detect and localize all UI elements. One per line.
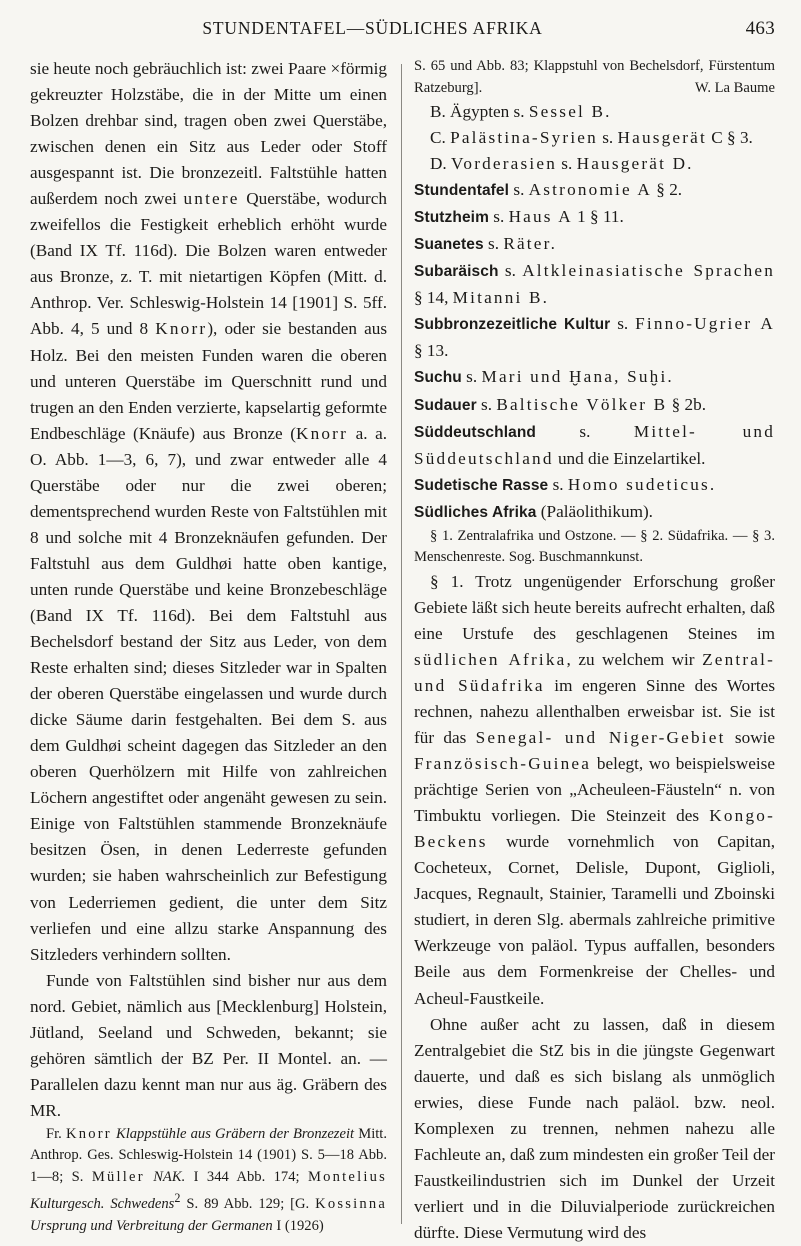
section-contents: § 1. Zentralafrika und Ostzone. — § 2. Südafrika. — § 3. Menschenreste. Sog. Buschmannkunst. bbox=[414, 527, 775, 566]
paragraph-section-1-cont: Ohne außer acht zu lassen, daß in diesem Zentralgebiet die StZ bis in die jüngste Gegenwart dauerte, und daß es sich bislang als unmöglich erwies, diese Funde nach paläol. bzw. neol. Komplexen zu trennen, nehmen nahezu alle Fachleute an, daß zum mindesten ein großer Teil der Faustkeilindustrien sich im Dunkel der Urzeit verliert und in die Diluvialperiode zurückreichen dürfte. Diese Vermutung wird des bbox=[414, 1014, 775, 1242]
column-divider bbox=[401, 64, 402, 1224]
entry-sudauer: Sudauer s. Baltische Völker B § 2b. bbox=[414, 394, 707, 414]
entry-sudetische-rasse: Sudetische Rasse s. Homo sudeticus. bbox=[414, 474, 717, 494]
paragraph-section-1: § 1. Trotz ungenügender Erforschung großer Gebiete läßt sich heute bereits aufrecht erhalten, daß eine Urstufe des geschlagenen Steines im südlichen Afrika, zu welchem wir Zentral- und Südafrika im engeren Sinne des Wortes rechnen, nahezu allenthalben erweisbar ist. Sie ist für das Senegal- und Niger-Gebiet sowie Französisch-Guinea belegt, wo beispielsweise prächtige Serien von „Acheuleen-Fäusteln“ n. von Timbuktu vorliegen. Die Steinzeit des Kongo-Beckens wurde vornehmlich von Capitan, Cocheteux, Cornet, Delisle, Dupont, Giglioli, Jacques, Regnault, Stainier, Taramelli und Zboinski studiert, in deren Slg. abermals zahlreiche primitive Werkzeuge von paläol. Typus auffallen, besonders Beile aus dem Formenkreise der Chelles- und Acheul-Faustkeile. bbox=[414, 571, 776, 1008]
entry-suchu: Suchu s. Mari und Ḫana, Suḫi. bbox=[414, 367, 674, 387]
entry-aegypten: B. Ägypten s. Sessel B. bbox=[430, 102, 612, 121]
left-column bbox=[30, 56, 387, 1237]
entry-sueddeutschland: Süddeutschland s. Mittel- und Süddeutschland und die Einzelartikel. bbox=[414, 421, 775, 468]
entry-suanetes: Suanetes s. Räter. bbox=[414, 234, 558, 254]
entry-subaraeisch: Subaräisch s. Altkleinasiatische Sprachen § 14, Mitanni B. bbox=[414, 261, 775, 308]
running-title: STUNDENTAFEL—SÜDLICHES AFRIKA bbox=[202, 18, 543, 38]
page-number: 463 bbox=[745, 18, 775, 39]
paragraph-faltstuhl-construction: sie heute noch gebräuchlich ist: zwei Paare ×förmig gekreuzter Holzstäbe, die in der Mitte um einen Bolzen drehbar sind, tragen oben zwei Querstäbe, zwischen denen ein Sitz aus Leder oder Stoff ausgespannt ist. Die bronzezeitl. Faltstühle hatten außerdem noch zwei untere Querstäbe, wodurch zweifellos die Festigkeit erheblich erhöht wurde (Band IX Tf. 116d). Die Bolzen waren entweder aus Bronze, z. T. mit nietartigen Köpfen (Mitt. d. Anthrop. Ver. Schleswig-Holstein 14 [1901] S. 5ff. Abb. 4, 5 und 8 Knorr), oder sie bestanden aus Holz. Bei den meisten Funden waren die oberen und unteren Querstäbe im Querschnitt rund und trugen an den Enden verzierte, kapselartig geformte Endbeschläge (Knäufe) aus Bronze (Knorr a. a. O. Abb. 1—3, 6, 7), und zwar entweder alle 4 Querstäbe oder nur die zwei oberen; dementsprechend wurden Reste von Faltstühlen mit 8 und solche mit 4 Bronzeknäufen gefunden. Der Faltstuhl aus dem Guldhøi hatte oben kantige, unten runde Querstäbe und keine Bronzebeschläge (Band IX Tf. 116d). Bei dem Faltstuhl aus Bechelsdorf bestand der Sitz aus Leder, von dem Reste erhalten sind; dieses Sitzleder war in Spalten der oberen Querstäbe eingelassen und wurde durch dicke Säume darin festgehalten. Bei dem S. aus dem Guldhøi scheint dagegen das Sitzleder an den oberen Querhölzern mit Hilfe von zahlreichen Löchern angestiftet oder angenäht gewesen zu sein. Einige von Faltstühlen stammende Bronzeknäufe besitzen Ösen, in denen Lederreste gefunden wurden; sie haben wahrscheinlich zur Befestigung von Lederriemen gedient, die unter dem Sitz verliefen und eine allzu starke Anspannung des Sitzleders verhindern sollten. bbox=[30, 59, 388, 964]
entry-stutzheim: Stutzheim s. Haus A 1 § 11. bbox=[414, 207, 624, 227]
paragraph-faltstuhl-finds: Funde von Faltstühlen sind bisher nur aus dem nord. Gebiet, nämlich aus [Mecklenburg] Holstein, Jütland, Seeland und Schweden, bekannt; sie gehören sämtlich der BZ Per. II Montel. an. — Parallelen dazu kennt man nur aus äg. Gräbern des MR. bbox=[30, 970, 387, 1120]
entry-palaestina: C. Palästina-Syrien s. Hausgerät C § 3. bbox=[430, 128, 753, 148]
author-signature: W. La Baume bbox=[694, 79, 775, 96]
entry-subbronzezeitliche-kultur: Subbronzezeitliche Kultur s. Finno-Ugrier A § 13. bbox=[414, 314, 776, 361]
entry-vorderasien: D. Vorderasien s. Hausgerät D. bbox=[430, 154, 694, 174]
running-header bbox=[30, 18, 775, 44]
bibliography-faltstuhl: Fr. Knorr Klappstühle aus Gräbern der Bronzezeit Mitt. Anthrop. Ges. Schleswig-Holstein 14 (1901) S. 5—18 Abb. 1—8; S. Müller NAK. I 344 Abb. 174; Montelius Kulturgesch. Schwedens$^2$ S. 89 Abb. 129; [G. Kossinna Ursprung und Verbreitung der Germanen I (1926) bbox=[30, 1125, 388, 1234]
entry-stundentafel: Stundentafel s. Astronomie A § 2. bbox=[414, 180, 683, 200]
entry-suedliches-afrika: Südliches Afrika (Paläolithikum). bbox=[414, 501, 653, 521]
bibliography-continuation: S. 65 und Abb. 83; Klappstuhl von Bechelsdorf, Fürstentum Ratzeburg]. W. La Baume bbox=[414, 56, 775, 99]
right-column bbox=[414, 56, 775, 1246]
